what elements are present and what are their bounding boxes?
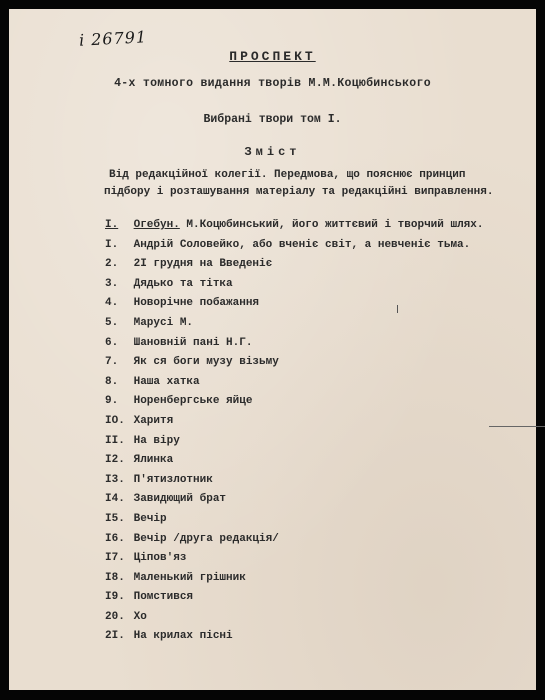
toc-item-number: 5. [105,316,119,329]
toc-item [105,608,515,628]
toc-item-title: Дядько та тітка [133,277,233,290]
toc-item-title: Огебун. [133,219,180,231]
toc-item [105,275,515,295]
toc-item [105,353,515,373]
toc-item-title: На крилах пісні [133,630,233,643]
toc-item-number: I6. [105,532,125,545]
toc-item [105,334,515,354]
toc-item-number: I2. [105,454,125,467]
toc-item-number: I5. [105,512,125,525]
toc-item-number: 3. [105,277,119,290]
intro-line-1: Від редакційної колегії. Передмова, що пояснює принцип [109,169,466,181]
toc-item-number: I9. [105,591,125,604]
document-title: ПРОСПЕКТ [229,49,316,64]
toc-item-number: 6. [105,336,119,349]
toc-item [105,392,515,412]
toc-item-title: Ялинка [133,454,174,467]
toc-item [105,549,515,569]
toc-item-title: Андрій Соловейко, або вченіє світ, а невченіє тьма. [133,238,471,251]
toc-item-number: IO. [105,414,125,427]
toc-item-title: Наша хатка [133,375,200,388]
toc-item-number: 20. [105,610,125,623]
toc-item-number: 8. [105,375,119,388]
document-subtitle: 4-х томного видання творів М.М.Коцюбинського [114,77,431,90]
intro-line-2: підбору і розташування матеріалу та редакційні виправлення. [104,186,494,198]
pencil-mark [489,426,545,427]
toc-item-title: Вечір [133,512,167,525]
toc-item-title: Помстився [133,591,194,604]
toc-item [105,588,515,608]
toc-item-title: Ціпов'яз [133,552,187,565]
toc-item-number: II. [105,434,125,447]
toc-item [105,530,515,550]
toc-item-number: 4. [105,297,119,310]
toc-item [105,569,515,589]
toc-item-title: Харитя [133,414,174,427]
toc-item-title: Завидющий брат [133,493,227,506]
toc-item-number: 7. [105,356,119,369]
toc-item [105,627,515,647]
toc-item-number: I8. [105,571,125,584]
toc-item [105,314,515,334]
toc-item [105,236,515,256]
toc-item [105,255,515,275]
toc-item-title: На віру [133,434,180,447]
toc-item [105,471,515,491]
toc-item-title: Хо [133,610,147,623]
toc-item-number: 2I. [105,630,125,643]
toc-item [105,490,515,510]
toc-item-number: 9. [105,395,119,408]
toc-item-number: I. [105,238,119,251]
pencil-mark [397,305,398,313]
toc-item [105,294,515,314]
toc-item-title: Маленький грішник [133,571,246,584]
table-of-contents [105,216,515,647]
toc-item [105,510,515,530]
toc-item-title: Шановній пані Н.Г. [133,336,253,349]
toc-item-title: Вечір /друга редакція/ [133,532,279,545]
toc-item-title: П'ятизлотник [133,473,213,486]
toc-item-title: Норенбергське яйце [133,395,253,408]
toc-item-number: I. [105,219,119,231]
toc-item-title: Марусі М. [133,316,194,329]
toc-item-number: 2. [105,258,119,271]
volume-title: Вибрані твори том I. [203,113,342,126]
archive-number: і 26791 [78,27,148,50]
toc-item-title: 2I грудня на Введеніє [133,258,273,271]
document-page [9,9,536,690]
toc-item [105,373,515,393]
toc-item [105,216,515,236]
toc-item-number: I4. [105,493,125,506]
toc-item-subtitle: М.Коцюбинський, його життєвий і творчий шлях. [179,219,484,231]
toc-item [105,432,515,452]
contents-heading: Зміст [244,145,301,159]
toc-item-number: I3. [105,473,125,486]
toc-item-title: Як ся боги музу візьму [133,356,279,369]
toc-item [105,412,515,432]
toc-item-number: I7. [105,552,125,565]
intro-paragraph [104,167,519,201]
toc-item [105,451,515,471]
toc-item-title: Новорічне побажання [133,297,260,310]
